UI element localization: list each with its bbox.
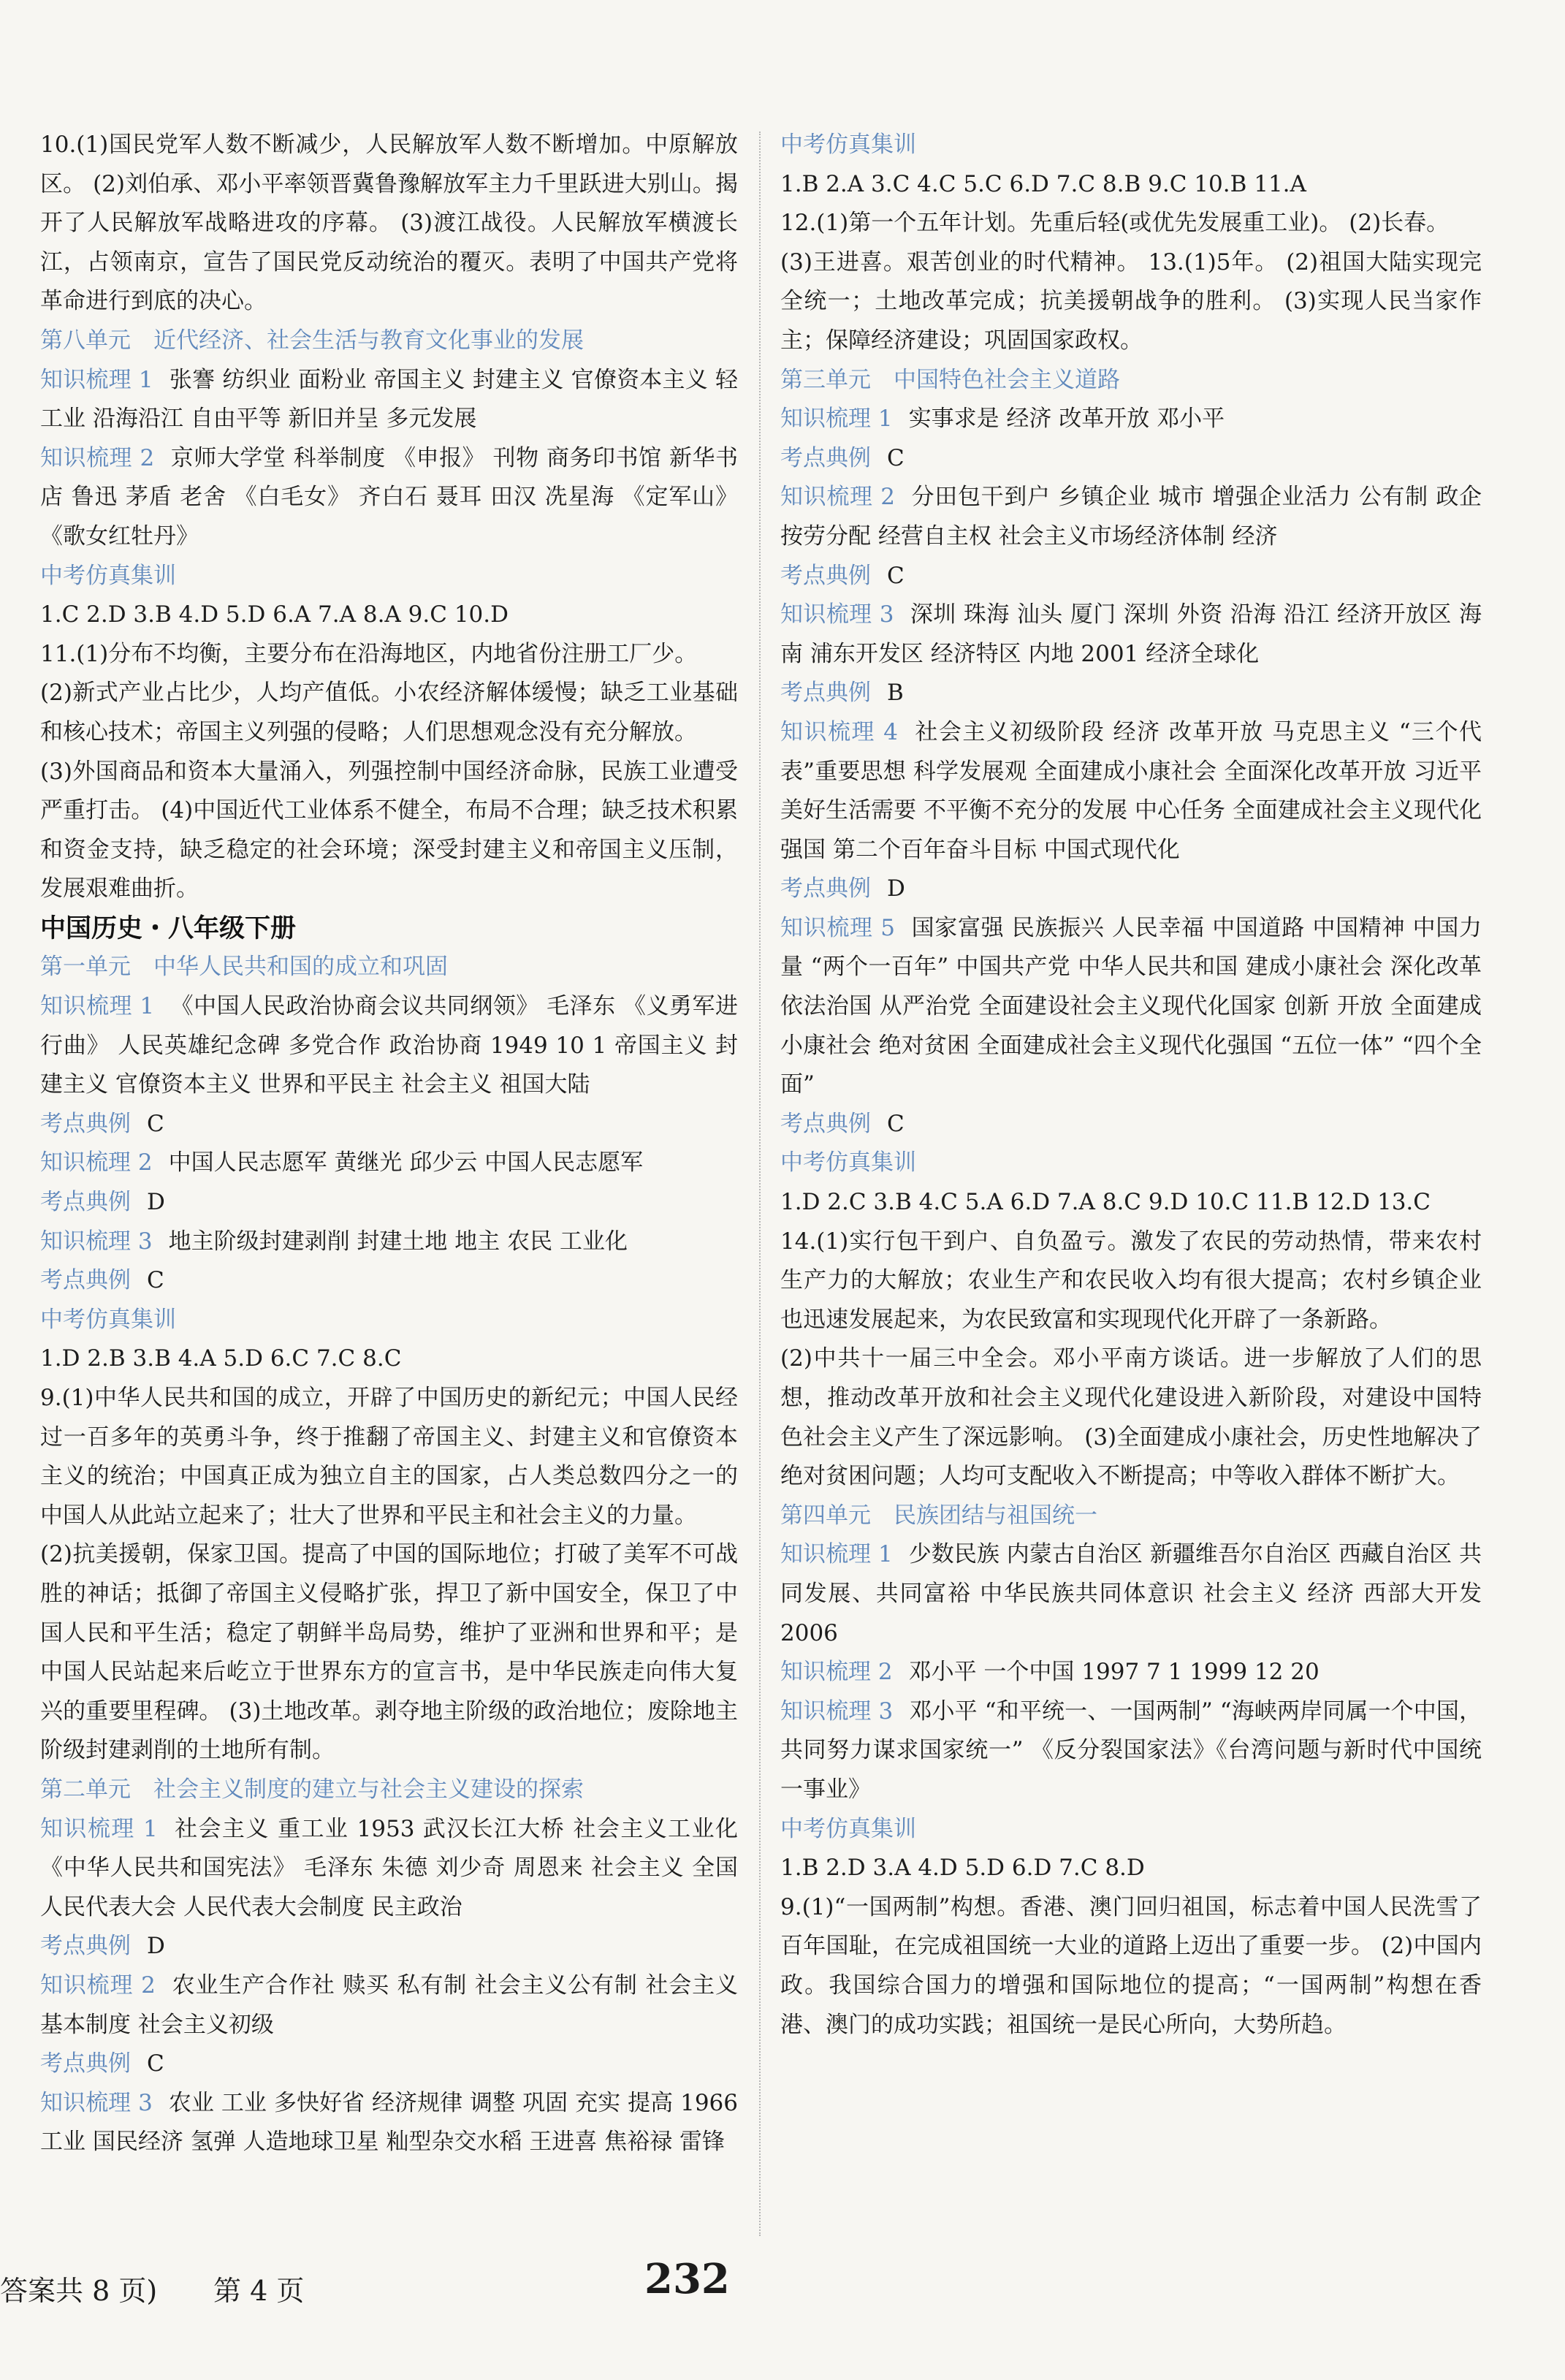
right-column: [780, 126, 1482, 2045]
footer-page-label: 第 4 页: [213, 2275, 305, 2307]
section-label: 知识梳理 2: [40, 444, 155, 471]
section-label: 考点典例: [40, 1189, 131, 1216]
answer-entry: [40, 2045, 738, 2084]
answer-entry: [780, 1692, 1482, 1810]
answer-entry: [780, 870, 1482, 909]
section-label: 考点典例: [780, 1110, 871, 1137]
answer-paragraph: 1.B 2.D 3.A 4.D 5.D 6.D 7.C 8.D: [780, 1855, 1145, 1882]
section-label: 考点典例: [40, 1267, 131, 1294]
section-label: 考点典例: [40, 1110, 131, 1137]
answer-entry: [780, 713, 1482, 870]
section-heading: 中考仿真集训: [780, 1149, 916, 1176]
answer-entry: [40, 1927, 738, 1966]
answer-text: 京师大学堂 科举制度 《申报》 刊物 商务印书馆 新华书店 鲁迅 茅盾 老舍 《白毛女》 齐白石 聂耳 田汉 冼星海 《定军山》《歌女红牡丹》: [40, 444, 738, 550]
answer-text: C: [147, 2050, 164, 2077]
section-label: 知识梳理 1: [780, 406, 893, 433]
section-label: 知识梳理 1: [40, 1815, 158, 1842]
section-heading: 中考仿真集训: [780, 1815, 916, 1842]
answer-paragraph: (3)外国商品和资本大量涌入，列强控制中国经济命脉，民族工业遭受严重打击。 (4)中国近代工业体系不健全，布局不合理；缺乏技术积累和资金支持，缺乏稳定的社会环境；深受封建主义和帝国主义压制，发展艰难曲折。: [40, 758, 738, 902]
answer-text: C: [147, 1110, 164, 1137]
answer-entry: [40, 1223, 738, 1262]
answer-text: 张謇 纺织业 面粉业 帝国主义 封建主义 官僚资本主义 轻工业 沿海沿江 自由平等 新旧并呈 多元发展: [40, 366, 739, 433]
answer-paragraph: (2)中共十一届三中全会。邓小平南方谈话。进一步解放了人们的思想，推动改革开放和社会主义现代化建设进入新阶段，对建设中国特色社会主义产生了深远影响。 (3)全面建成小康社会，历史性地解决了绝对贫困问题；人均可支配收入不断提高；中等收入群体不断扩大。: [780, 1345, 1482, 1490]
answer-paragraph: (3)王进喜。艰苦创业的时代精神。 13.(1)5年。 (2)祖国大陆实现完全统一；土地改革完成；抗美援朝战争的胜利。 (3)实现人民当家作主；保障经济建设；巩固国家政权。: [780, 248, 1482, 354]
section-label: 知识梳理 1: [40, 366, 153, 393]
column-divider: [759, 132, 761, 2236]
answer-paragraph: 1.D 2.C 3.B 4.C 5.A 6.D 7.A 8.C 9.D 10.C 11.B 12.D 13.C: [780, 1189, 1431, 1216]
section-label: 知识梳理 3: [40, 2089, 153, 2116]
answer-text: 少数民族 内蒙古自治区 新疆维吾尔自治区 西藏自治区 共同发展、共同富裕 中华民族共同体意识 社会主义 经济 西部大开发 2006: [780, 1541, 1482, 1646]
answer-text: 农业生产合作社 赎买 私有制 社会主义公有制 社会主义基本制度 社会主义初级: [40, 1972, 738, 2038]
section-heading: 中考仿真集训: [40, 562, 176, 589]
answer-paragraph: (2)抗美援朝，保家卫国。提高了中国的国际地位；打破了美军不可战胜的神话；抵御了帝国主义侵略扩张，捍卫了新中国安全，保卫了中国人民和平生活；稳定了朝鲜半岛局势，维护了亚洲和世界和平；是中国人民站起来后屹立于世界东方的宣言书，是中华民族走向伟大复兴的重要里程碑。 (3)土地改革。剥夺地主阶级的政治地位；废除地主阶级封建剥削的土地所有制。: [40, 1541, 738, 1764]
page-number: 232: [644, 2255, 730, 2303]
answer-paragraph: 9.(1)“一国两制”构想。香港、澳门回归祖国，标志着中国人民洗雪了百年国耻，在完成祖国统一大业的道路上迈出了重要一步。 (2)中国内政。我国综合国力的增强和国际地位的提高；“一国两制”构想在香港、澳门的成功实践；祖国统一是民心所向，大势所趋。: [780, 1893, 1482, 2038]
answer-paragraph: 1.D 2.B 3.B 4.A 5.D 6.C 7.C 8.C: [40, 1345, 402, 1372]
unit-heading: 第八单元 近代经济、社会生活与教育文化事业的发展: [40, 327, 584, 354]
answer-entry: [780, 557, 1482, 596]
answer-entry: [780, 478, 1482, 556]
answer-entry: [40, 987, 738, 1105]
answer-entry: [40, 1144, 738, 1183]
answer-text: 深圳 珠海 汕头 厦门 深圳 外资 沿海 沿江 经济开放区 海南 浦东开发区 经济特区 内地 2001 经济全球化: [780, 601, 1482, 667]
section-label: 考点典例: [40, 2050, 131, 2077]
answer-text: 邓小平 “和平统一、一国两制” “海峡两岸同属一个中国，共同努力谋求国家统一” 《反分裂国家法》《台湾问题与新时代中国统一事业》: [780, 1697, 1482, 1803]
answer-entry: [780, 909, 1482, 1105]
answer-entry: [40, 439, 738, 557]
left-column: [40, 126, 738, 2162]
unit-heading: 第四单元 民族团结与祖国统一: [780, 1502, 1097, 1529]
answer-text: 农业 工业 多快好省 经济规律 调整 巩固 充实 提高 1966 工业 国民经济 氢弹 人造地球卫星 籼型杂交水稻 王进喜 焦裕禄 雷锋: [40, 2089, 738, 2156]
answer-entry: [780, 400, 1482, 439]
answer-text: C: [887, 562, 905, 589]
book-heading: 中国历史・八年级下册: [40, 913, 297, 943]
section-label: 知识梳理 3: [780, 601, 894, 628]
answer-entry: [780, 1653, 1482, 1692]
answer-text: D: [147, 1933, 165, 1960]
answer-text: C: [887, 1110, 905, 1137]
answer-text: C: [887, 444, 905, 471]
answer-text: 地主阶级封建剥削 封建土地 地主 农民 工业化: [168, 1228, 628, 1255]
section-label: 考点典例: [40, 1933, 131, 1960]
unit-heading: 第一单元 中华人民共和国的成立和巩固: [40, 954, 448, 981]
answer-text: D: [887, 875, 905, 902]
answer-text: 《中国人民政治协商会议共同纲领》 毛泽东 《义勇军进行曲》 人民英雄纪念碑 多党合作 政治协商 1949 10 1 帝国主义 封建主义 官僚资本主义 世界和平民主 社会主义 祖国大陆: [40, 993, 739, 1098]
answer-paragraph: (2)新式产业占比少，人均产值低。小农经济解体缓慢；缺乏工业基础和核心技术；帝国主义列强的侵略；人们思想观念没有充分解放。: [40, 680, 738, 745]
answer-text: 中国人民志愿军 黄继光 邱少云 中国人民志愿军: [168, 1149, 644, 1176]
answer-text: D: [147, 1189, 165, 1216]
unit-heading: 第二单元 社会主义制度的建立与社会主义建设的探索: [40, 1776, 584, 1803]
answer-text: 实事求是 经济 改革开放 邓小平: [908, 406, 1225, 433]
answer-entry: [40, 1183, 738, 1223]
section-label: 考点典例: [780, 562, 871, 589]
section-label: 知识梳理 1: [780, 1541, 893, 1568]
answer-text: 社会主义 重工业 1953 武汉长江大桥 社会主义工业化 《中华人民共和国宪法》 毛泽东 朱德 刘少奇 周恩来 社会主义 全国人民代表大会 人民代表大会制度 民主政治: [40, 1815, 738, 1920]
answer-paragraph: 1.B 2.A 3.C 4.C 5.C 6.D 7.C 8.B 9.C 10.B 11.A: [780, 170, 1306, 197]
answer-paragraph: 14.(1)实行包干到户、自负盈亏。激发了农民的劳动热情，带来农村生产力的大解放；农业生产和农民收入均有很大提高；农村乡镇企业也迅速发展起来，为农民致富和实现现代化开辟了一条新路。: [780, 1228, 1482, 1333]
section-label: 知识梳理 3: [780, 1697, 894, 1725]
answer-entry: [780, 596, 1482, 674]
answer-paragraph: 10.(1)国民党军人数不断减少，人民解放军人数不断增加。中原解放区。 (2)刘伯承、邓小平率领晋冀鲁豫解放军主力千里跃进大别山。揭开了人民解放军战略进攻的序幕。 (3)渡江战役。人民解放军横渡长江，占领南京，宣告了国民党反动统治的覆灭。表明了中国共产党将革命进行到底的决心。: [40, 132, 738, 315]
answer-entry: [780, 1535, 1482, 1653]
section-label: 知识梳理 2: [40, 1149, 153, 1176]
answer-entry: [780, 674, 1482, 713]
section-label: 知识梳理 4: [780, 718, 898, 745]
section-label: 考点典例: [780, 444, 871, 471]
section-label: 知识梳理 5: [780, 914, 895, 941]
answer-paragraph: 1.C 2.D 3.B 4.D 5.D 6.A 7.A 8.A 9.C 10.D: [40, 601, 509, 628]
answer-text: 国家富强 民族振兴 人民幸福 中国道路 中国精神 中国力量 “两个一百年” 中国共产党 中华人民共和国 建成小康社会 深化改革 依法治国 从严治党 全面建设社会主义现代化国家 创新 开放 全面建成小康社会 绝对贫困 全面建成社会主义现代化强国 “五位一体” “四个全面”: [780, 914, 1482, 1098]
section-label: 知识梳理 3: [40, 1228, 153, 1255]
answer-text: 分田包干到户 乡镇企业 城市 增强企业活力 公有制 政企 按劳分配 经营自主权 社会主义市场经济体制 经济: [780, 484, 1482, 550]
answer-entry: [40, 1810, 738, 1928]
answer-paragraph: 12.(1)第一个五年计划。先重后轻(或优先发展重工业)。 (2)长春。: [780, 210, 1450, 237]
answer-entry: [40, 1105, 738, 1144]
section-label: 知识梳理 2: [780, 484, 895, 511]
page-footer: [0, 2255, 1565, 2306]
answer-entry: [40, 1966, 738, 2045]
answer-text: 邓小平 一个中国 1997 7 1 1999 12 20: [908, 1659, 1320, 1686]
answer-text: C: [147, 1267, 164, 1294]
section-label: 知识梳理 2: [40, 1972, 156, 1999]
answer-entry: [780, 439, 1482, 479]
answer-entry: [40, 1261, 738, 1301]
answer-text: 社会主义初级阶段 经济 改革开放 马克思主义 “三个代表”重要思想 科学发展观 全面建成小康社会 全面深化改革开放 习近平 美好生活需要 不平衡不充分的发展 中心任务 全面建成社会主义现代化强国 第二个百年奋斗目标 中国式现代化: [780, 718, 1482, 863]
section-label: 知识梳理 1: [40, 993, 155, 1020]
section-label: 考点典例: [780, 875, 871, 902]
section-label: 考点典例: [780, 680, 871, 707]
answer-text: B: [887, 680, 904, 707]
answer-paragraph: 9.(1)中华人民共和国的成立，开辟了中国历史的新纪元；中国人民经过一百多年的英勇斗争，终于推翻了帝国主义、封建主义和官僚资本主义的统治；中国真正成为独立自主的国家，占人类总数四分之一的中国人从此站立起来了；壮大了世界和平民主和社会主义的力量。: [40, 1385, 738, 1529]
section-heading: 中考仿真集训: [40, 1306, 176, 1333]
answer-entry: [780, 1105, 1482, 1144]
section-label: 知识梳理 2: [780, 1659, 893, 1686]
footer-answer-count: 答案共 8 页): [0, 2275, 158, 2307]
answer-paragraph: 11.(1)分布不均衡，主要分布在沿海地区，内地省份注册工厂少。: [40, 640, 698, 667]
answer-entry: [40, 361, 738, 439]
unit-heading: 第三单元 中国特色社会主义道路: [780, 366, 1120, 393]
section-heading: 中考仿真集训: [780, 132, 916, 158]
answer-entry: [40, 2084, 738, 2162]
